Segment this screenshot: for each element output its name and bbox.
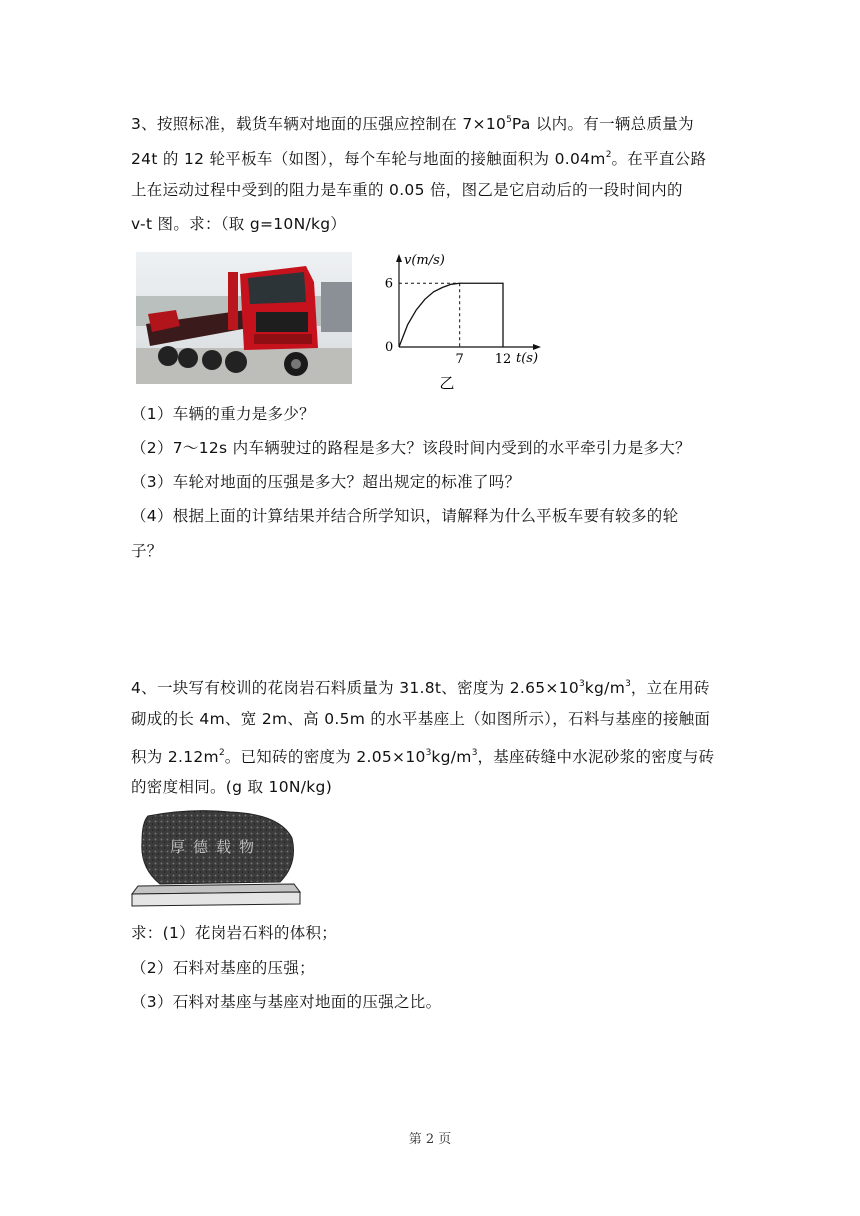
- tick-label-x-7: 7: [455, 352, 464, 367]
- chart-caption: 乙: [439, 374, 455, 392]
- q4-line-4: 的密度相同。(g 取 10N/kg): [131, 778, 333, 796]
- x-axis-arrow: [533, 344, 541, 350]
- q4-line-2: 砌成的长 4m、宽 2m、高 0.5m 的水平基座上（如图所示），石料与基座的接触面: [131, 710, 711, 728]
- q3-line-4: v-t 图。求：（取 g=10N/kg）: [131, 215, 347, 233]
- page-number: 第 2 页: [408, 1132, 452, 1147]
- y-axis-label: v(m/s): [404, 253, 445, 268]
- vt-chart: [372, 246, 547, 394]
- y-axis-arrow: [396, 254, 402, 262]
- series-line-velocity: [399, 283, 503, 347]
- stone-photo: [130, 808, 302, 910]
- q3-line-3: 上在运动过程中受到的阻力是车重的 0.05 倍，图乙是它启动后的一段时间内的: [131, 181, 683, 199]
- q3-question-1: （1）车辆的重力是多少？: [131, 405, 315, 423]
- q4-question-1: 求：(1）花岗岩石料的体积；: [131, 924, 338, 942]
- q3-question-4-cont: 子？: [131, 542, 163, 560]
- x-axis-label: t(s): [516, 351, 539, 366]
- q4-question-3: （3）石料对基座与基座对地面的压强之比。: [131, 993, 442, 1011]
- q4-line-1: 4、一块写有校训的花岗岩石料质量为 31.8t、密度为 $2.65\times 10^3kg/m^3$，立在用砖: [131, 679, 710, 697]
- chart-axes: [396, 254, 541, 350]
- tick-label-x-12: 12: [494, 352, 512, 367]
- q3-question-2: （2）7～12s 内车辆驶过的路程是多大？该段时间内受到的水平牵引力是多大？: [131, 439, 691, 457]
- stone-inscription: 厚德载物: [169, 838, 263, 856]
- q4-question-2: （2）石料对基座的压强；: [131, 959, 315, 977]
- tick-label-x-0: 0: [385, 340, 394, 355]
- tick-label-y-6: 6: [384, 276, 393, 292]
- q3-line-2: 24t 的 12 轮平板车（如图），每个车轮与地面的接触面积为 $0.04m^2$。在平直公路: [131, 150, 707, 168]
- q3-question-3: （3）车轮对地面的压强是多大？超出规定的标准了吗？: [131, 473, 521, 491]
- q3-question-4: （4）根据上面的计算结果并结合所学知识，请解释为什么平板车要有较多的轮: [131, 507, 679, 525]
- q3-line-1: 3、按照标准，载货车辆对地面的压强应控制在 $7\times 10^5Pa$ 以内。有一辆总质量为: [131, 115, 694, 133]
- chart-dashed-lines: [399, 283, 460, 347]
- truck-photo: [136, 252, 352, 384]
- q4-line-3: 积为 $2.12m^2$。已知砖的密度为 $2.05\times 10^3kg/m^3$，基座砖缝中水泥砂浆的密度与砖: [131, 748, 715, 766]
